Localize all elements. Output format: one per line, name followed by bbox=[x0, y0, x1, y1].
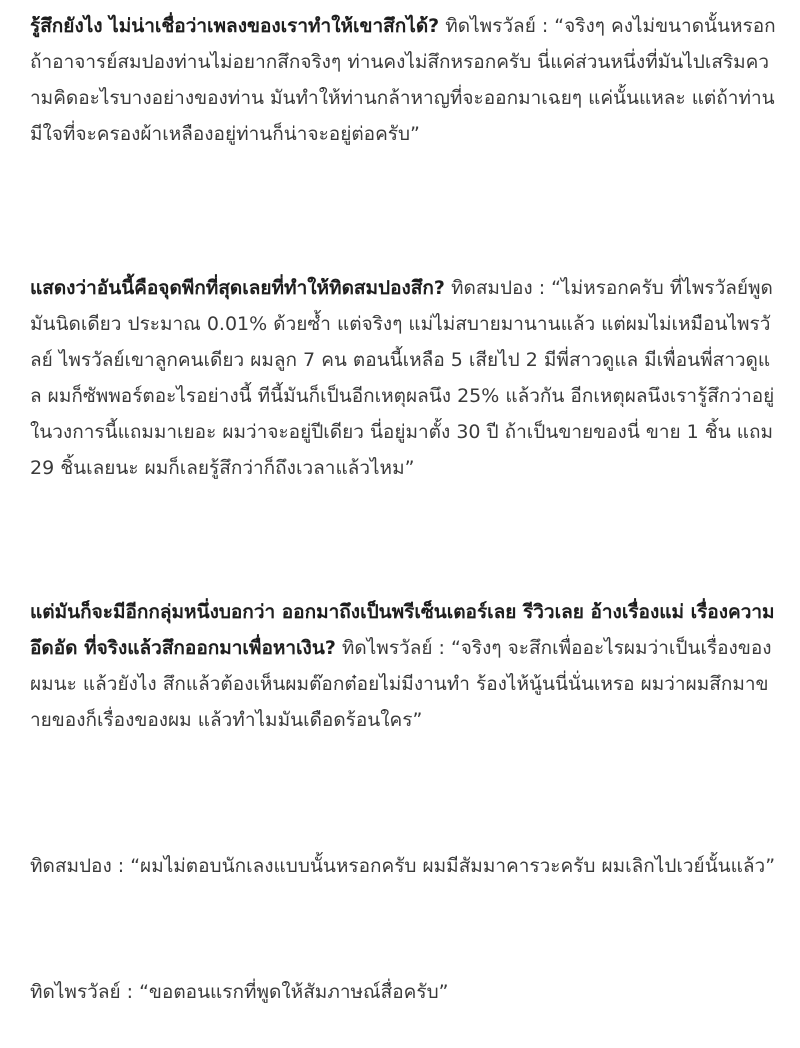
interview-answer-4: ทิดสมปอง : “ผมไม่ตอบนักเลงแบบนั้นหรอกครับ ผมมีสัมมาคารวะครับ ผมเลิกไปเวย์นั้นแล้ว” bbox=[30, 855, 776, 877]
interview-paragraph-4 bbox=[30, 848, 775, 884]
interview-paragraph-1 bbox=[30, 8, 778, 152]
interview-question-1: รู้สึกยังไง ไม่น่าเชื่อว่าเพลงของเราทำให้เขาสึกได้? bbox=[30, 15, 440, 37]
interview-answer-5: ทิดไพรวัลย์ : “ขอตอนแรกที่พูดให้สัมภาษณ์สื่อครับ” bbox=[30, 981, 449, 1003]
interview-answer-1: ทิดไพรวัลย์ : “จริงๆ คงไม่ขนาดนั้นหรอก ถ้าอาจารย์สมปองท่านไม่อยากสึกจริงๆ ท่านคงไม่สึกหรอกครับ นี่แค่ส่วนหนึ่งที่มันไปเสริมความคิดอะไรบางอย่างของท่าน มันทำให้ท่านกล้าหาญที่จะออกมาเฉยๆ แค่นั้นแหละ แต่ถ้าท่านมีใจที่จะครองผ้าเหลืองอยู่ท่านก็น่าจะอยู่ต่อครับ” bbox=[30, 15, 776, 145]
interview-answer-3: ทิดไพรวัลย์ : “จริงๆ จะสึกเพื่ออะไรผมว่าเป็นเรื่องของผมนะ แล้วยังไง สึกแล้วต้องเห็นผมต๊อกต๋อยไม่มีงานทำ ร้องไห้นู้นนี่นั่นเหรอ ผมว่าผมสึกมาขายของก็เรื่องของผม แล้วทำไมมันเดือดร้อนใคร” bbox=[30, 637, 772, 731]
interview-answer-2: ทิดสมปอง : “ไม่หรอกครับ ที่ไพรวัลย์พูดมันนิดเดียว ประมาณ 0.01% ด้วยซ้ำ แต่จริงๆ แม่ไม่สบายมานานแล้ว แต่ผมไม่เหมือนไพรวัลย์ ไพรวัลย์เขาลูกคนเดียว ผมลูก 7 คน ตอนนี้เหลือ 5 เสียไป 2 มีพี่สาวดูแล มีเพื่อนพี่สาวดูแล ผมก็ซัพพอร์ตอะไรอย่างนี้ ทีนี้มันก็เป็นอีกเหตุผลนึง 25% แล้วกัน อีกเหตุผลนึงเรารู้สึกว่าอยู่ในวงการนี้แถมมาเยอะ ผมว่าจะอยู่ปีเดียว นี่อยู่มาตั้ง 30 ปี ถ้าเป็นขายของนี่ ขาย 1 ชิ้น แถม 29 ชิ้นเลยนะ ผมก็เลยรู้สึกว่าก็ถึงเวลาแล้วไหม” bbox=[30, 277, 775, 479]
interview-question-3: แต่มันก็จะมีอีกกลุ่มหนึ่งบอกว่า ออกมาถึงเป็นพรีเซ็นเตอร์เลย รีวิวเลย อ้างเรื่องแม่ เรื่องความอึดอัด ที่จริงแล้วสึกออกมาเพื่อหาเงิน? bbox=[30, 601, 775, 659]
interview-paragraph-5 bbox=[30, 974, 449, 1010]
interview-paragraph-3 bbox=[30, 594, 778, 738]
interview-question-2: แสดงว่าอันนี้คือจุดพีกที่สุดเลยที่ทำให้ทิดสมปองสึก? bbox=[30, 277, 445, 299]
interview-paragraph-2 bbox=[30, 270, 778, 486]
